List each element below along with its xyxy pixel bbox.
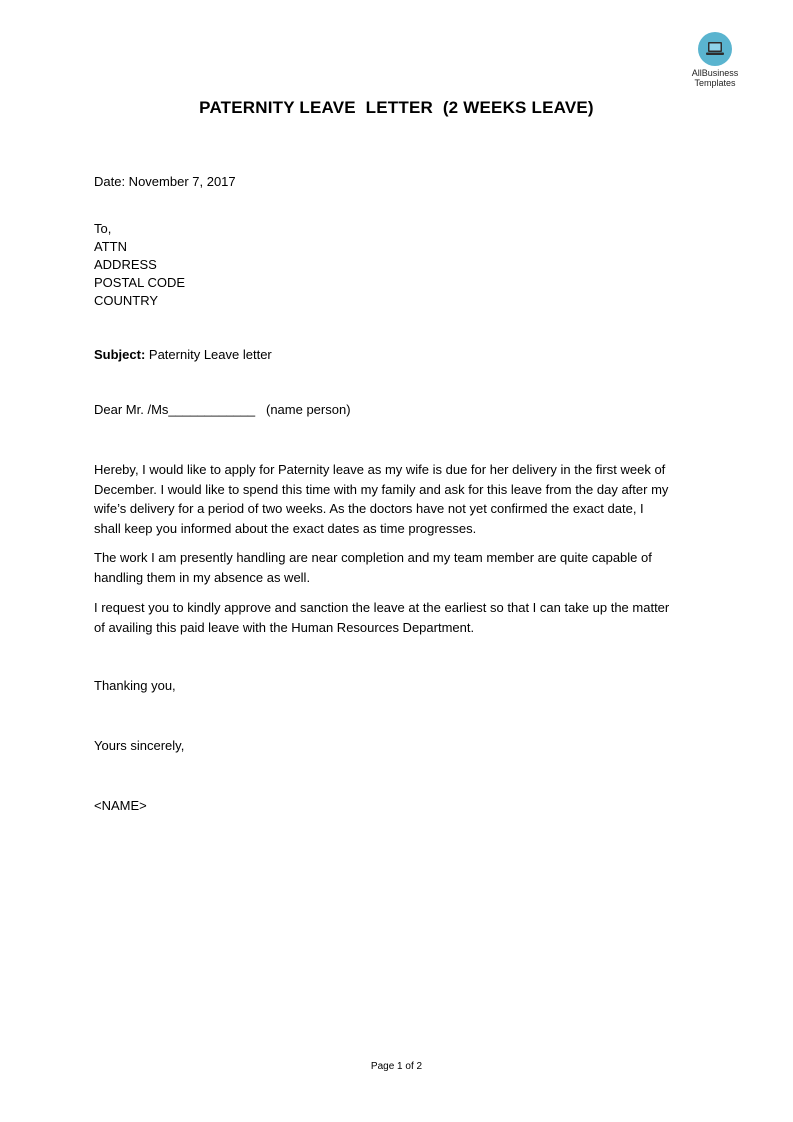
body-paragraph-2	[94, 548, 704, 587]
closing-sign-off: Yours sincerely,	[94, 738, 185, 753]
page-number: Page 1 of 2	[370, 1061, 423, 1072]
logo-text-line2: Templates	[694, 78, 736, 88]
letter-title: PATERNITY LEAVE LETTER (2 WEEKS LEAVE)	[199, 98, 594, 117]
body-paragraph-3	[94, 598, 704, 637]
paragraph-line: December. I would like to spend this time with my family and ask for this leave from the day after my	[94, 481, 669, 497]
closing-thanks: Thanking you,	[94, 678, 176, 693]
subject-text: Paternity Leave letter	[145, 347, 272, 362]
body-paragraph-1	[94, 460, 704, 538]
laptop-icon	[698, 32, 732, 66]
paragraph-line: wife’s delivery for a period of two weeks. As the doctors have not yet confirmed the exact date, I	[94, 501, 644, 516]
salutation: Dear Mr. /Ms____________ (name person)	[94, 402, 351, 417]
paragraph-line: Hereby, I would like to apply for Paternity leave as my wife is due for her delivery in the first week of	[94, 462, 666, 477]
paragraph-line: of availing this paid leave with the Human Resources Department.	[94, 619, 475, 635]
recipient-country: COUNTRY	[94, 293, 159, 308]
subject-line	[94, 346, 272, 364]
brand-logo	[682, 32, 748, 88]
paragraph-line: handling them in my absence as well.	[94, 569, 311, 585]
signature-name: <NAME>	[94, 798, 147, 813]
subject-label: Subject:	[94, 347, 146, 362]
letter-date: Date: November 7, 2017	[94, 174, 236, 189]
paragraph-line: I request you to kindly approve and sanction the leave at the earliest so that I can take up the matter	[94, 600, 670, 615]
recipient-to: To,	[94, 221, 112, 236]
recipient-postal-code: POSTAL CODE	[94, 275, 186, 290]
logo-text-line1: AllBusiness	[691, 68, 739, 78]
paragraph-line: shall keep you informed about the exact dates as time progresses.	[94, 520, 477, 536]
recipient-address: ADDRESS	[94, 257, 157, 272]
paragraph-line: The work I am presently handling are near completion and my team member are quite capable of	[94, 550, 652, 565]
recipient-attn: ATTN	[94, 239, 127, 254]
